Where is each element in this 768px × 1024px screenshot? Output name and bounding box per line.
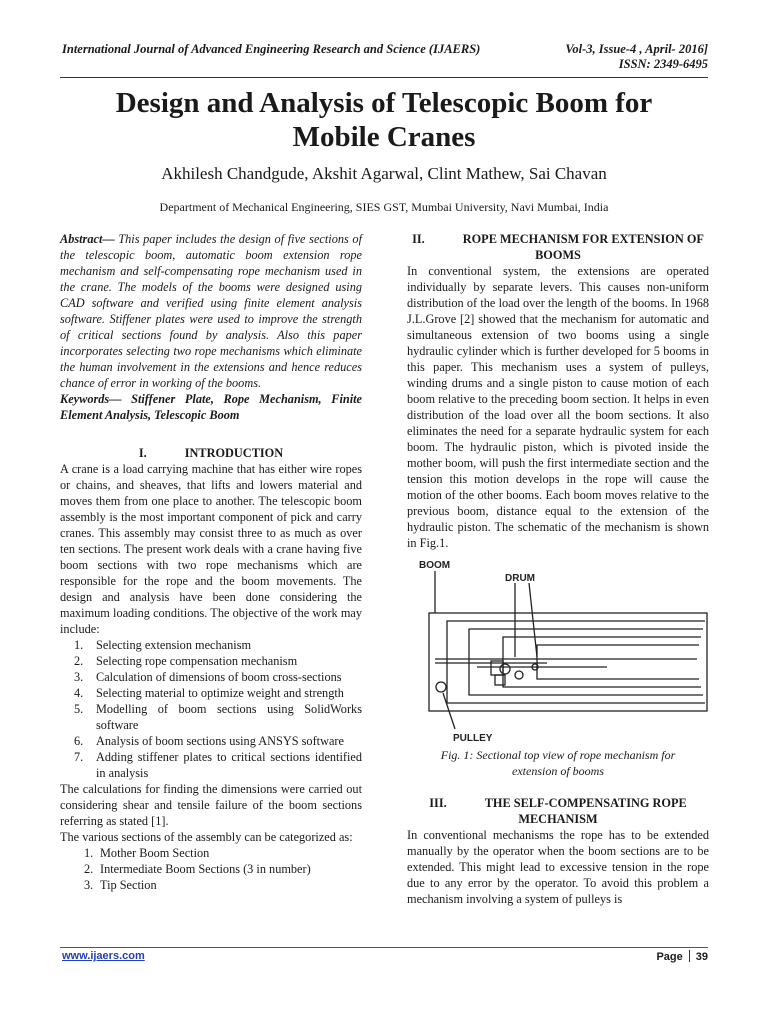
list-item (60, 845, 362, 861)
section-number: III. (429, 796, 447, 810)
journal-name: International Journal of Advanced Engineering Research and Science (IJAERS) (62, 42, 481, 56)
page-label: Page (656, 951, 683, 963)
list-text: Selecting rope compensation mechanism (96, 654, 298, 668)
boom-label: BOOM (419, 560, 451, 571)
section-number: I. (138, 446, 147, 460)
figure-rope-mechanism (407, 557, 709, 743)
rope-mechanism-diagram (407, 557, 709, 743)
caption-line-1: Fig. 1: Sectional top view of rope mechanism for (440, 748, 676, 762)
list-item (60, 861, 362, 877)
footer-divider (60, 947, 708, 948)
list-number: 1. (84, 846, 94, 860)
list-number: 1. (74, 638, 84, 652)
pulley (436, 682, 446, 692)
section-title-line-2: MECHANISM (518, 812, 598, 826)
list-text: Selecting extension mechanism (96, 638, 252, 652)
list-item (60, 637, 362, 653)
list-number: 2. (74, 654, 84, 668)
issue-info (488, 42, 708, 72)
list-item (60, 653, 362, 669)
drum-label: DRUM (505, 573, 535, 584)
list-number: 7. (74, 750, 84, 764)
mother-boom-outline (429, 613, 707, 711)
caption-line-2: extension of booms (512, 764, 604, 778)
list-text: Modelling of boom sections using SolidWorks software (96, 702, 362, 732)
drum-leader-line (529, 583, 537, 657)
intro-paragraph-3: The various sections of the assembly can be categorized as: (60, 830, 353, 844)
section-title: INTRODUCTION (184, 446, 284, 460)
journal-website-link[interactable]: www.ijaers.com (62, 950, 145, 962)
section-title-line-1: THE SELF-COMPENSATING ROPE (484, 796, 687, 810)
abstract (60, 231, 362, 391)
affiliation: Department of Mechanical Engineering, SIES GST, Mumbai University, Navi Mumbai, India (159, 200, 609, 214)
page-separator (689, 950, 690, 962)
pulley-label: PULLEY (453, 733, 493, 743)
section-heading-introduction (60, 445, 362, 461)
list-text: Analysis of boom sections using ANSYS software (96, 734, 344, 748)
volume-info: Vol-3, Issue-4 , April- 2016] (565, 42, 708, 56)
list-text: Tip Section (100, 878, 157, 892)
drum (515, 671, 523, 679)
section-title-line-2: BOOMS (535, 248, 581, 262)
section-number: II. (412, 232, 425, 246)
list-item (60, 733, 362, 749)
right-column (407, 231, 709, 907)
title-line-1: Design and Analysis of Telescopic Boom for (115, 87, 653, 119)
section3-paragraph: In conventional mechanisms the rope has to be extended manually by the operator when the boom sections are to be extended. This might lead to excessive tension in the rope due to any error by the operator. To avoid this problem a mechanism involving a system of pulleys is (407, 828, 709, 906)
list-number: 4. (74, 686, 84, 700)
list-item (60, 749, 362, 781)
sections-list (60, 845, 362, 893)
title-line-2: Mobile Cranes (292, 121, 476, 153)
list-number: 2. (84, 862, 94, 876)
figure-caption (407, 747, 709, 779)
section-heading-rope-mechanism (407, 231, 709, 263)
issn: ISSN: 2349-6495 (618, 57, 708, 71)
list-number: 5. (74, 702, 84, 716)
drum (500, 664, 510, 674)
list-text: Intermediate Boom Sections (3 in number) (100, 862, 311, 876)
page-number (656, 950, 708, 963)
keywords: Keywords— Stiffener Plate, Rope Mechanism, Finite Element Analysis, Telescopic Boom (60, 392, 362, 422)
paper-title (60, 86, 708, 154)
section2-paragraph: In conventional system, the extensions are operated individually by separate levers. This causes non-uniform distribution of the load over the length of the booms. In 1968 J.L.Grove [2] showed that the mechanism for automatic and simultaneous extension of two booms using a single hydraulic cylinder which is further developed for 5 booms in this paper. This mechanism uses a system of pulleys, winding drums and a single piston to cause motion of each boom relative to the preceding boom section. It helps in even distribution of the load over all the boom sections. It also eliminates the need for a separate hydraulic system for each boom. The hydraulic piston, which is pivoted inside the mother boom, will push the first intermediate section and the tension this motion develops in the rope will cause the motion of the other booms. Each boom moves relative to the previous boom, distance equal to the extension of the hydraulic piston. The schematic of the mechanism is shown in Fig.1. (407, 264, 709, 550)
list-text: Selecting material to optimize weight and strength (96, 686, 344, 700)
authors: Akhilesh Chandgude, Akshit Agarwal, Clint Mathew, Sai Chavan (161, 164, 607, 183)
list-item (60, 685, 362, 701)
page-number-value: 39 (695, 951, 708, 963)
list-item (60, 669, 362, 685)
list-number: 6. (74, 734, 84, 748)
list-text: Adding stiffener plates to critical sections identified in analysis (96, 750, 362, 780)
section-heading-self-compensating (407, 795, 709, 827)
list-number: 3. (74, 670, 84, 684)
tip-section (537, 645, 699, 679)
section-title-line-1: ROPE MECHANISM FOR EXTENSION OF (462, 232, 704, 246)
intro-paragraph-2: The calculations for finding the dimensions were carried out considering shear and tensile failure of the boom sections referring as stated [1]. (60, 782, 362, 828)
objectives-list (60, 637, 362, 781)
left-column (60, 231, 362, 893)
intro-paragraph-1: A crane is a load carrying machine that has either wire ropes or chains, and sheaves, that lifts and lowers material and moves them from one place to another. The telescopic boom assembly is the most important component of pick and carry cranes. This assembly may consist three to as much as over ten sections. The present work deals with a crane having five boom sections with two rope mechanisms which are responsible for the rope and the boom movements. The design and analysis have been done considering the maximum loading conditions. The objective of the work may include: (60, 462, 362, 636)
list-item (60, 877, 362, 893)
header-divider (60, 77, 708, 78)
list-number: 3. (84, 878, 94, 892)
abstract-lead: Abstract— (60, 232, 115, 246)
list-text: Mother Boom Section (100, 846, 210, 860)
abstract-text: This paper includes the design of five sections of the telescopic boom, automatic boom extension rope mechanism and self-compensating rope mechanism used in the crane. The models of the booms were designed using CAD software and verified using finite element analysis software. Stiffener plates were used to improve the strength of critical sections found by analysis. Also this paper incorporates selecting two rope mechanisms which eliminate the human involvement in the extensions and hence reduces chance of error in working of the booms. (60, 232, 362, 390)
list-item (60, 701, 362, 733)
boom-section-2 (447, 621, 705, 703)
list-text: Calculation of dimensions of boom cross-sections (96, 670, 342, 684)
